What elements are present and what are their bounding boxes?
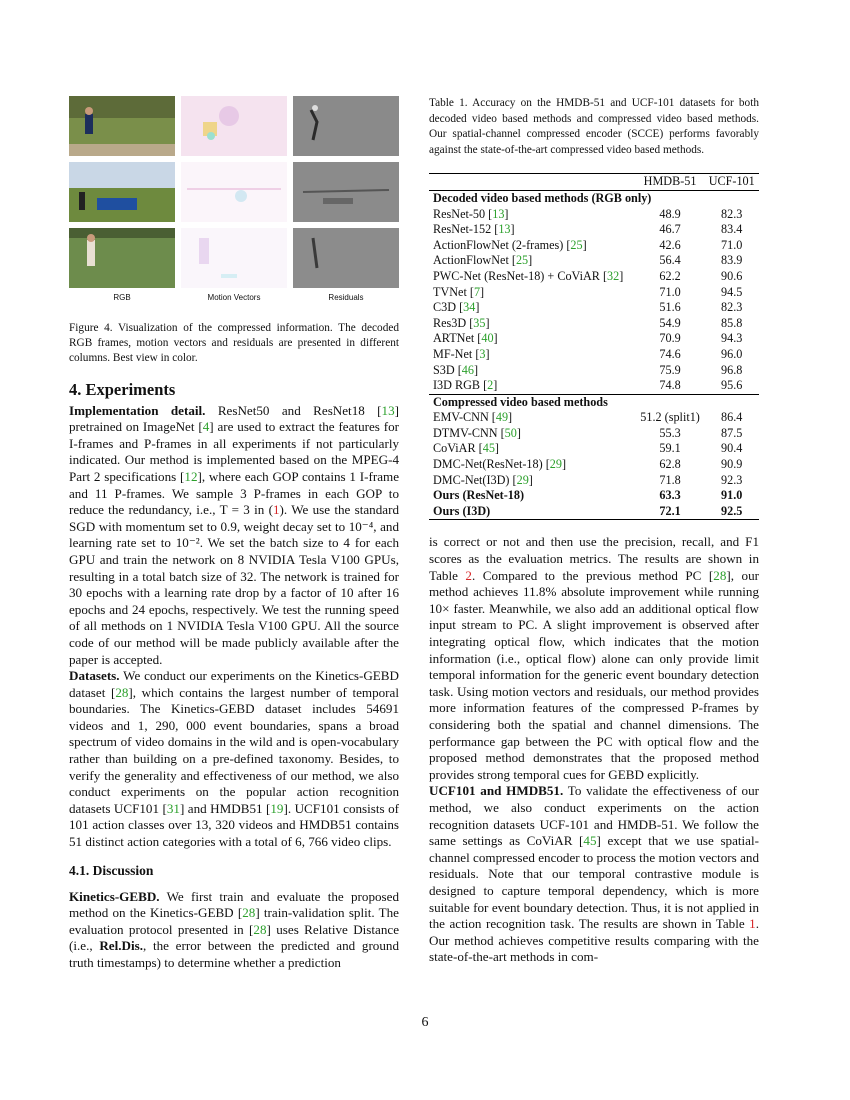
- ucf-value: 96.0: [721, 346, 743, 361]
- bracket-close: ]: [473, 362, 479, 377]
- impl-text-a: ResNet50 and ResNet18 [: [205, 402, 382, 418]
- table-row: [429, 316, 759, 332]
- method-label: PWC-Net (ResNet-18) + CoViAR [: [433, 268, 608, 283]
- bracket-close: ]: [475, 300, 480, 315]
- table-row: [429, 426, 759, 442]
- citation-link[interactable]: 50: [504, 425, 517, 440]
- impl-text-b: ] pretrained on ImageNet [: [69, 402, 400, 435]
- accuracy-table: [429, 173, 759, 520]
- citation-link[interactable]: 13: [492, 206, 505, 221]
- ucf-value: 91.0: [721, 488, 743, 503]
- section-row-decoded: [429, 190, 759, 206]
- p1-text-c: ], our method achieves 11.8% absolute improvement while running 10× faster. Meanwhile, we also add an additional optical flow input stream to PC. A slight improvement is observed after integrating optical flow, which indicates that the motion information (i.e., optical flow) alone can only provide limit temporal information for the generic event boundary detection task. Using motion vectors and residuals, our method provides more information features of the compressed P-frames by considering both the spatial and channel dimensions. The performance gap between the PC with optical flow and the proposed method demonstrates that the proposed method provides strong temporal cues for GEBD explicitly.: [429, 567, 759, 782]
- p1-text-b: . Compared to the previous method PC [: [471, 567, 714, 583]
- table-row: [429, 285, 759, 301]
- method-name: [429, 363, 636, 379]
- hmdb-value: 71.8: [659, 472, 681, 487]
- figure-grid: [69, 96, 399, 288]
- motion-vector-1: [181, 96, 287, 156]
- citation-link[interactable]: 25: [515, 253, 529, 268]
- citation-link[interactable]: 29: [516, 472, 529, 487]
- kin-text-c: ] uses Relative Distance (i.e.,: [69, 921, 400, 954]
- method-name: [429, 378, 636, 394]
- ucf-value: 94.5: [721, 284, 743, 299]
- hmdb-value: 51.2 (split1): [640, 410, 700, 425]
- citation-link[interactable]: 13: [381, 402, 395, 418]
- rgb-label: RGB: [113, 293, 131, 302]
- method-label: ARTNet [: [433, 331, 482, 346]
- equation-link[interactable]: 1: [272, 502, 280, 518]
- citation-link[interactable]: 19: [270, 800, 284, 816]
- citation-link[interactable]: 4: [202, 419, 210, 435]
- method-label: MF-Net [: [433, 346, 480, 361]
- bracket-close: ]: [494, 441, 499, 456]
- left-column: [69, 96, 399, 972]
- method-name: [429, 238, 636, 254]
- method-name: [429, 441, 636, 457]
- method-name: [429, 504, 636, 520]
- table-row: [429, 378, 759, 394]
- rgb-frame-1: [69, 96, 175, 156]
- hmdb-value: 42.6: [659, 237, 681, 252]
- citation-link[interactable]: 3: [479, 346, 486, 361]
- data-text-c: ] and HMDB51 [: [179, 800, 271, 816]
- method-label: Res3D [: [433, 315, 474, 330]
- right-column: [429, 96, 759, 966]
- bracket-close: ]: [493, 378, 498, 393]
- data-text-d: ]. UCF101 consists of 101 action classes over 13, 320 videos and HMDB51 contains 51 distinct action categories with a total of 6, 766 video clips.: [69, 800, 399, 850]
- method-name: [429, 488, 636, 504]
- header-hmdb: HMDB-51: [643, 174, 697, 189]
- citation-link[interactable]: 34: [463, 300, 476, 315]
- method-name: [429, 285, 636, 301]
- ucf-value: 83.9: [721, 253, 743, 268]
- hmdb-value: 51.6: [659, 300, 681, 315]
- p1-text-a: is correct or not and then use the precision, recall, and F1 scores as the evaluation metrics. The results are shown in Table: [429, 534, 759, 583]
- impl-text-d: ], where each GOP contains 1 I-frame and 11 P-frames. We sample 3 P-frames in each GOP to reduce the redundancy, i.e., T = 3 in (: [69, 468, 400, 518]
- figure-column-labels: [69, 290, 399, 307]
- method-name: [429, 316, 636, 332]
- method-name: [429, 300, 636, 316]
- table-row: [429, 331, 759, 347]
- ucf-hmdb-paragraph: [429, 783, 759, 966]
- bracket-close: ]: [485, 315, 490, 330]
- residual-3: [293, 228, 399, 288]
- datasets-heading: Datasets.: [69, 668, 120, 684]
- rel-dis-term: Rel.Dis.: [99, 938, 143, 954]
- table-link[interactable]: 1: [749, 916, 756, 932]
- bracket-close: ]: [508, 410, 513, 425]
- bracket-close: ]: [528, 253, 533, 268]
- ucf-value: 87.5: [721, 425, 743, 440]
- hmdb-value: 72.1: [659, 503, 681, 518]
- hmdb-value: 63.3: [659, 488, 681, 503]
- ucf-value: 82.3: [721, 206, 743, 221]
- method-label: Ours (ResNet-18): [433, 488, 525, 503]
- hmdb-value: 70.9: [659, 331, 681, 346]
- table-row: [429, 347, 759, 363]
- bracket-close: ]: [619, 268, 624, 283]
- citation-link[interactable]: 40: [481, 331, 494, 346]
- citation-link[interactable]: 32: [607, 268, 620, 283]
- method-label: S3D [: [433, 362, 462, 377]
- residual-2: [293, 162, 399, 222]
- bracket-close: ]: [516, 425, 521, 440]
- hmdb-value: 46.7: [659, 222, 681, 237]
- citation-link[interactable]: 35: [473, 315, 486, 330]
- residuals-label: Residuals: [328, 293, 364, 302]
- citation-link[interactable]: 7: [473, 284, 481, 299]
- hmdb-value: 56.4: [659, 253, 681, 268]
- citation-link[interactable]: 45: [482, 441, 495, 456]
- table-row: [429, 269, 759, 285]
- figure-4: [69, 96, 399, 366]
- ucf-value: 90.4: [721, 441, 743, 456]
- bracket-close: ]: [561, 457, 567, 472]
- bracket-close: ]: [582, 237, 587, 252]
- kin-text-d: , the error between the predicted and ground truth timestamps) to determine whether a prediction: [69, 938, 399, 970]
- kinetics-paragraph: [69, 889, 399, 972]
- section-title-discussion: 4.1. Discussion: [69, 862, 154, 878]
- method-label: I3D RGB [: [433, 378, 488, 393]
- ucf-text-c: . Our method achieves competitive results comparing with the state-of-the-art methods in com-: [429, 916, 759, 965]
- method-name: [429, 269, 636, 285]
- residual-1: [293, 96, 399, 156]
- method-name: [429, 207, 636, 223]
- table-row: [429, 207, 759, 223]
- bracket-close: ]: [510, 222, 515, 237]
- kin-text-b: ] train-validation split. The evaluation protocol presented in [: [69, 905, 399, 937]
- method-label: ResNet-50 [: [433, 206, 493, 221]
- method-label: DMC-Net(I3D) [: [433, 472, 517, 487]
- implementation-paragraph: [69, 403, 399, 669]
- motion-vector-3: [181, 228, 287, 288]
- ucf-value: 86.4: [721, 410, 743, 425]
- citation-link[interactable]: 46: [461, 362, 474, 377]
- table-caption: Table 1. Accuracy on the HMDB-51 and UCF-101 datasets for both decoded video based methods and compressed video based methods. Our spatial-channel compressed encoder (SCCE) performs favorably against the state-of-the-art compressed video based methods.: [429, 97, 759, 156]
- method-name: [429, 426, 636, 442]
- table-row: [429, 504, 759, 520]
- bracket-close: ]: [504, 206, 509, 221]
- impl-heading: Implementation detail.: [69, 402, 206, 418]
- method-label: C3D [: [433, 300, 464, 315]
- hmdb-value: 62.2: [659, 268, 681, 283]
- motion-vectors-label: Motion Vectors: [207, 293, 261, 302]
- right-text: [429, 534, 759, 965]
- ucf-value: 95.6: [721, 378, 743, 393]
- data-text-b: ], which contains the largest number of temporal boundaries. The Kinetics-GEBD dataset includes 54691 videos and 1, 290, 000 event boundaries, spans a broad spectrum of video domains in the wild and is open-vocabulary rather than building on a pre-defined taxonomy. Besides, to verify the generality and effectiveness of our method, we also conduct experiments on the popular action recognition datasets UCF101 [: [69, 684, 399, 816]
- section-title-experiments: 4. Experiments: [69, 379, 176, 399]
- bracket-close: ]: [528, 472, 533, 487]
- citation-link[interactable]: 25: [570, 237, 583, 252]
- rgb-frame-3: [69, 228, 175, 288]
- method-label: TVNet [: [433, 284, 474, 299]
- kinetics-heading: Kinetics-GEBD.: [69, 888, 160, 904]
- ucf-text-b: ] except that we use spatial-channel compressed encoder to process the motion vectors and residuals. Note that our temporal contrastive module is designed to capture temporal dependency, which is more suitable for event boundary detection. Thus, it is not applied in the action recognition task. The results are shown in Table: [429, 833, 759, 932]
- method-name: [429, 253, 636, 269]
- table-row: [429, 253, 759, 269]
- method-label: ActionFlowNet [: [433, 253, 516, 268]
- ucf-value: 85.8: [721, 315, 743, 330]
- hmdb-value: 74.6: [659, 346, 681, 361]
- datasets-paragraph: [69, 668, 399, 851]
- table-row: [429, 410, 759, 426]
- ucf-text-a: To validate the effectiveness of our method, we also conduct experiments on the action recognition datasets UCF-101 and HMDB-51. We follow the same settings as CoViAR [: [429, 783, 759, 849]
- ucf-value: 92.5: [721, 503, 743, 518]
- ucf-value: 83.4: [721, 222, 743, 237]
- method-name: [429, 410, 636, 426]
- citation-link[interactable]: 45: [583, 833, 597, 849]
- citation-link[interactable]: 28: [713, 567, 727, 583]
- ucf-value: 71.0: [721, 237, 743, 252]
- method-name: [429, 331, 636, 347]
- method-label: ResNet-152 [: [433, 222, 499, 237]
- motion-vector-2: [181, 162, 287, 222]
- rgb-frame-2: [69, 162, 175, 222]
- bracket-close: ]: [480, 284, 485, 299]
- hmdb-value: 48.9: [659, 206, 681, 221]
- hmdb-value: 71.0: [659, 284, 681, 299]
- header-ucf: UCF-101: [708, 174, 755, 189]
- method-name: [429, 347, 636, 363]
- citation-link[interactable]: 28: [253, 921, 267, 937]
- section-label-decoded: Decoded video based methods (RGB only): [433, 190, 652, 205]
- table-row: [429, 488, 759, 504]
- citation-link[interactable]: 31: [166, 800, 180, 816]
- table-link[interactable]: 2: [465, 567, 472, 583]
- hmdb-value: 75.9: [659, 362, 681, 377]
- ucf-value: 94.3: [721, 331, 743, 346]
- figure-caption: Figure 4. Visualization of the compressed information. The decoded RGB frames, motion vectors and residuals are presented in different columns. Best view in color.: [69, 321, 399, 364]
- header-method: [429, 174, 636, 191]
- method-label: EMV-CNN [: [433, 410, 496, 425]
- table-row: [429, 300, 759, 316]
- ucf-heading: UCF101 and HMDB51.: [429, 783, 564, 799]
- citation-link[interactable]: 2: [487, 378, 494, 393]
- bracket-close: ]: [493, 331, 498, 346]
- kin-text-a: We first train and evaluate the proposed method on the Kinetics-GEBD [: [69, 888, 399, 921]
- method-label: Ours (I3D): [433, 503, 491, 518]
- ucf-value: 96.8: [721, 362, 743, 377]
- method-label: DTMV-CNN [: [433, 425, 505, 440]
- table-row: [429, 363, 759, 379]
- citation-link[interactable]: 28: [115, 684, 129, 700]
- page-number: 6: [421, 1015, 429, 1030]
- results-paragraph: [429, 534, 759, 783]
- citation-link[interactable]: 13: [498, 222, 511, 237]
- citation-link[interactable]: 12: [184, 468, 198, 484]
- method-name: [429, 222, 636, 238]
- section-row-compressed: [429, 394, 759, 410]
- impl-text-c: ] are used to extract the features for I-frames and P-frames in all experiments if not particularly indicated. Our method is implemented based on the MPEG-4 Part 2 specifications [: [69, 419, 399, 484]
- hmdb-value: 74.8: [659, 378, 681, 393]
- method-name: [429, 473, 636, 489]
- impl-text-e: ). We use the standard SGD with momentum set to 0.9, weight decay set to 10⁻⁴, and learning rate set to 10⁻². We set the batch size to 4 for each GPU and train the network on 8 NVIDIA Tesla V100 GPUs, resulting in a total batch size of 32. The network is trained for 30 epochs with a learning rate drop by a factor of 10 after 16 epochs and 24 epochs, respectively. We test the running speed of all methods on 1 NVIDIA Tesla V100 GPU. All the source code of our method will be made publicly available after the paper is accepted.: [69, 502, 399, 667]
- hmdb-value: 54.9: [659, 315, 681, 330]
- ucf-value: 90.6: [721, 268, 743, 283]
- method-label: CoViAR [: [433, 441, 483, 456]
- method-label: DMC-Net(ResNet-18) [: [433, 457, 550, 472]
- table-row: [429, 222, 759, 238]
- bracket-close: ]: [485, 346, 490, 361]
- citation-link[interactable]: 49: [495, 410, 509, 425]
- table-row: [429, 441, 759, 457]
- ucf-value: 92.3: [721, 472, 743, 487]
- section-label-compressed: Compressed video based methods: [433, 394, 608, 409]
- method-name: [429, 457, 636, 473]
- ucf-value: 82.3: [721, 300, 743, 315]
- table-row: [429, 473, 759, 489]
- table-row: [429, 457, 759, 473]
- hmdb-value: 62.8: [659, 457, 681, 472]
- hmdb-value: 55.3: [659, 425, 681, 440]
- method-label: ActionFlowNet (2-frames) [: [433, 237, 571, 252]
- data-text-a: We conduct our experiments on the Kinetics-GEBD dataset [: [69, 668, 399, 700]
- table-row: [429, 238, 759, 254]
- table-header-row: [429, 174, 759, 191]
- hmdb-value: 59.1: [659, 441, 681, 456]
- citation-link[interactable]: 29: [549, 457, 562, 472]
- citation-link[interactable]: 28: [242, 905, 256, 921]
- ucf-value: 90.9: [721, 457, 743, 472]
